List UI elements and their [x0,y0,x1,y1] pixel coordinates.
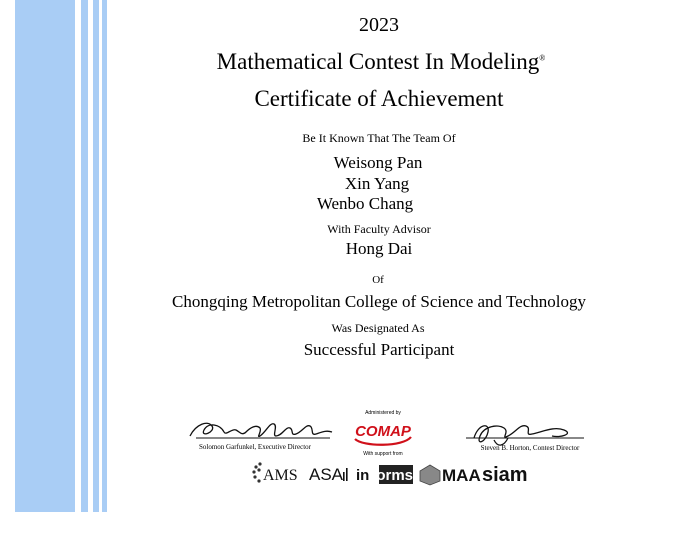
ams-logo [250,460,302,488]
team-member: Xin Yang [344,174,410,193]
informs-wordmark: in forms [356,467,414,484]
year: 2023 [359,14,399,36]
contest-name: Mathematical Contest In Modeling® [216,49,546,74]
asa-logo [308,462,350,486]
siam-wordmark: siam [482,464,528,486]
asa-wordmark: ASA [309,465,344,484]
administered-by-label: Administered by [365,410,401,416]
decorative-stripe-wide [15,0,75,512]
designation-intro: Was Designated As [331,321,425,335]
registered-mark: ® [539,53,546,63]
decorative-stripe [81,0,88,512]
institution-name: Chongqing Metropolitan College of Science and Technology [172,292,586,311]
informs-logo [355,463,415,487]
comap-wordmark: COMAP [355,423,411,440]
decorative-stripe [102,0,107,512]
ams-wordmark: AMS [263,467,298,484]
with-support-from-label: With support from [363,451,403,457]
left-signatory-name: Solomon Garfunkel, Executive Director [199,443,311,451]
maa-wordmark: MAA [442,466,481,485]
decorative-stripe [93,0,99,512]
right-signatory-name: Steven B. Horton, Contest Director [480,444,580,452]
maa-logo [418,463,481,487]
advisor-intro: With Faculty Advisor [327,222,431,236]
certificate-title: Certificate of Achievement [254,86,504,111]
comap-logo [353,417,413,447]
of-label: Of [372,274,384,286]
advisor-name: Hong Dai [345,239,413,258]
left-signature [186,414,336,446]
team-member: Weisong Pan [333,153,423,172]
team-member: Wenbo Chang [316,194,414,213]
siam-logo [481,462,537,486]
designation: Successful Participant [303,340,455,359]
team-intro: Be It Known That The Team Of [302,131,456,145]
